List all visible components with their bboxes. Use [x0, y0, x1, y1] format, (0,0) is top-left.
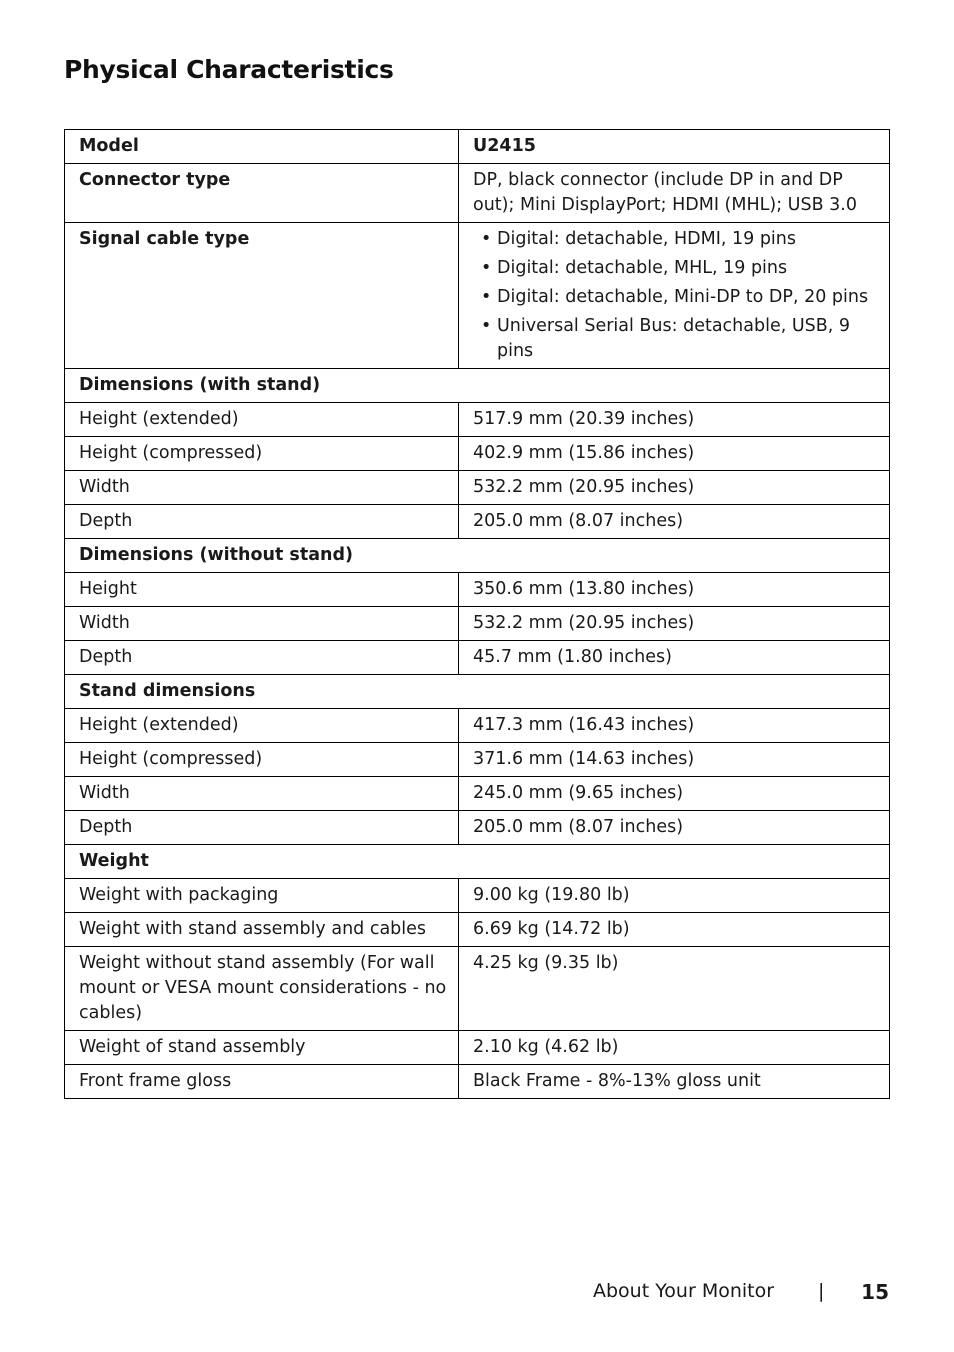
- row-label: Connector type: [65, 164, 459, 223]
- row-label: Depth: [65, 811, 459, 845]
- table-row: [65, 437, 890, 471]
- row-label: Height (compressed): [65, 437, 459, 471]
- table-row: [65, 913, 890, 947]
- row-label: Signal cable type: [65, 223, 459, 369]
- row-value: 517.9 mm (20.39 inches): [459, 403, 890, 437]
- row-label: Width: [65, 471, 459, 505]
- row-value: 402.9 mm (15.86 inches): [459, 437, 890, 471]
- table-row: [65, 947, 890, 1031]
- row-value: 205.0 mm (8.07 inches): [459, 505, 890, 539]
- row-value: 45.7 mm (1.80 inches): [459, 641, 890, 675]
- table-row: [65, 777, 890, 811]
- table-row: [65, 811, 890, 845]
- table-row: [65, 1065, 890, 1099]
- row-value: 417.3 mm (16.43 inches): [459, 709, 890, 743]
- row-value: [459, 223, 890, 369]
- table-row: [65, 573, 890, 607]
- table-row: [65, 709, 890, 743]
- row-value: 9.00 kg (19.80 lb): [459, 879, 890, 913]
- list-item: • Digital: detachable, HDMI, 19 pins: [473, 227, 883, 252]
- section-row-dimensions-with-stand: [65, 369, 890, 403]
- page-number: 15: [861, 1280, 889, 1304]
- table-row: [65, 471, 890, 505]
- row-label: Height (extended): [65, 709, 459, 743]
- row-label: Height (extended): [65, 403, 459, 437]
- row-value: 205.0 mm (8.07 inches): [459, 811, 890, 845]
- row-value: 350.6 mm (13.80 inches): [459, 573, 890, 607]
- table-row: [65, 607, 890, 641]
- table-row: [65, 403, 890, 437]
- section-heading: Dimensions (without stand): [65, 539, 890, 573]
- row-value: DP, black connector (include DP in and DP out); Mini DisplayPort; HDMI (MHL); USB 3.0: [459, 164, 890, 223]
- table-row-connector-type: [65, 164, 890, 223]
- table-row: [65, 743, 890, 777]
- list-item: • Digital: detachable, MHL, 19 pins: [473, 256, 883, 281]
- row-label: Depth: [65, 505, 459, 539]
- footer-separator: |: [818, 1280, 825, 1302]
- table-row-signal-cable-type: [65, 223, 890, 369]
- row-value: 4.25 kg (9.35 lb): [459, 947, 890, 1031]
- row-value: 6.69 kg (14.72 lb): [459, 913, 890, 947]
- row-label: Weight of stand assembly: [65, 1031, 459, 1065]
- specifications-table: [64, 129, 890, 1099]
- section-row-weight: [65, 845, 890, 879]
- table-row: [65, 879, 890, 913]
- row-label: Weight without stand assembly (For wall mount or VESA mount considerations - no cables): [65, 947, 459, 1031]
- row-value: 245.0 mm (9.65 inches): [459, 777, 890, 811]
- list-item: • Digital: detachable, Mini-DP to DP, 20 pins: [473, 285, 883, 310]
- section-row-stand-dimensions: [65, 675, 890, 709]
- row-label: Weight with packaging: [65, 879, 459, 913]
- row-label: Height (compressed): [65, 743, 459, 777]
- section-heading: Stand dimensions: [65, 675, 890, 709]
- row-label: Height: [65, 573, 459, 607]
- row-value: 532.2 mm (20.95 inches): [459, 471, 890, 505]
- row-label: Width: [65, 777, 459, 811]
- section-heading: Weight: [65, 845, 890, 879]
- row-value: Black Frame - 8%-13% gloss unit: [459, 1065, 890, 1099]
- row-value: 532.2 mm (20.95 inches): [459, 607, 890, 641]
- footer-section-name: About Your Monitor: [593, 1280, 775, 1302]
- row-value: 371.6 mm (14.63 inches): [459, 743, 890, 777]
- table-row: [65, 1031, 890, 1065]
- row-label: Weight with stand assembly and cables: [65, 913, 459, 947]
- page-title: Physical Characteristics: [64, 55, 394, 84]
- table-row: [65, 641, 890, 675]
- list-item: • Universal Serial Bus: detachable, USB, 9 pins: [473, 314, 883, 364]
- row-label: Front frame gloss: [65, 1065, 459, 1099]
- section-heading: Dimensions (with stand): [65, 369, 890, 403]
- table-row-model: [65, 130, 890, 164]
- row-label: Model: [65, 130, 459, 164]
- row-label: Depth: [65, 641, 459, 675]
- row-value: 2.10 kg (4.62 lb): [459, 1031, 890, 1065]
- table-row: [65, 505, 890, 539]
- row-label: Width: [65, 607, 459, 641]
- bullet-list: [473, 227, 883, 364]
- row-value: U2415: [459, 130, 890, 164]
- section-row-dimensions-without-stand: [65, 539, 890, 573]
